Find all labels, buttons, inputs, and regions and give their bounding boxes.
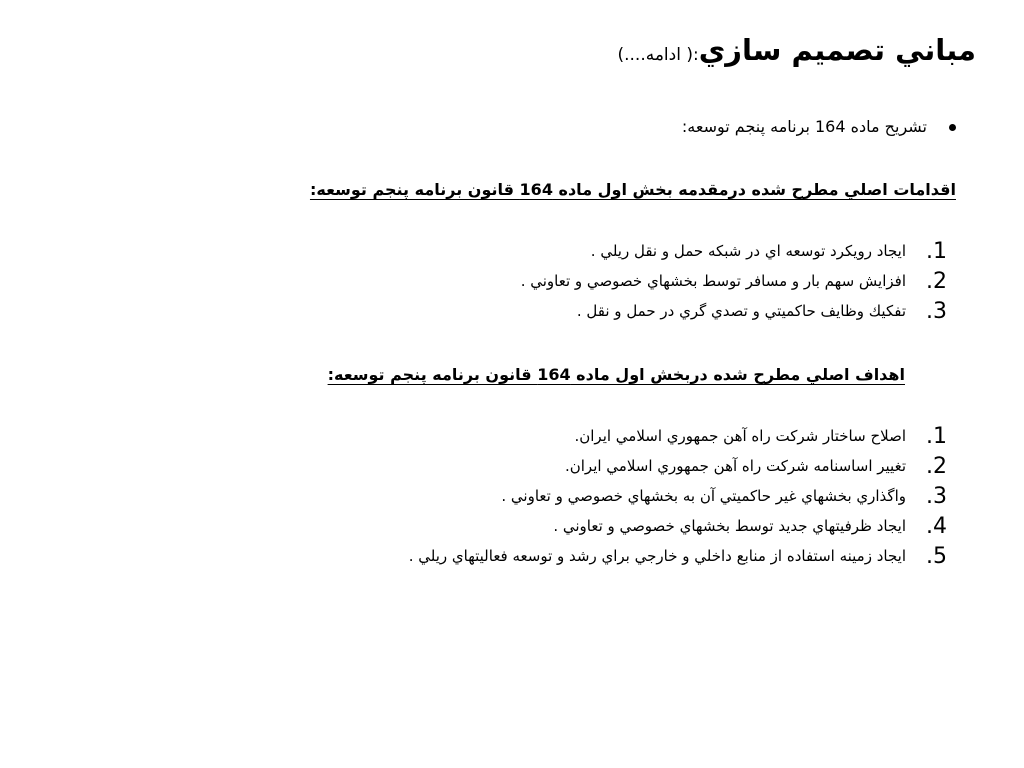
list-item xyxy=(520,266,947,296)
actions-list xyxy=(520,236,947,326)
list-item xyxy=(408,541,947,571)
list-item-text: واگذاري بخشهاي غير حاكميتي آن به بخشهاي خصوصي و تعاوني . xyxy=(501,487,906,505)
list-item-number: 2. xyxy=(926,268,947,294)
slide-title xyxy=(617,30,976,75)
bullet-item xyxy=(682,113,956,141)
list-item-text: ايجاد ظرفيتهاي جديد توسط بخشهاي خصوصي و تعاوني . xyxy=(553,517,906,535)
list-item-text: تغيير اساسنامه شركت راه آهن جمهوري اسلامي ايران. xyxy=(564,457,906,475)
list-item-text: افزايش سهم بار و مسافر توسط بخشهاي خصوصي و تعاوني . xyxy=(520,272,906,290)
list-item xyxy=(409,421,947,451)
list-item-text: تفكيك وظايف حاكميتي و تصدي گري در حمل و نقل . xyxy=(576,302,906,320)
list-item xyxy=(409,481,947,511)
goals-list xyxy=(408,421,947,571)
title-main: مباني تصميم سازي xyxy=(698,33,976,67)
list-item-text: ايجاد زمينه استفاده از منابع داخلي و خارجي براي رشد و توسعه فعاليتهاي ريلي . xyxy=(408,547,906,565)
list-item-number: 5. xyxy=(926,543,947,569)
list-item-text: اصلاح ساختار شركت راه آهن جمهوري اسلامي ايران. xyxy=(574,427,906,445)
list-item-number: 3. xyxy=(926,298,947,324)
list-item-number: 2. xyxy=(926,453,947,479)
title-suffix: :( ادامه....) xyxy=(617,45,699,65)
list-item-number: 1. xyxy=(926,238,947,264)
list-item-text: ايجاد رويكرد توسعه اي در شبكه حمل و نقل ريلي . xyxy=(590,242,906,260)
list-item xyxy=(409,451,947,481)
list-item xyxy=(521,296,947,326)
list-item-number: 4. xyxy=(926,513,947,539)
list-item-number: 3. xyxy=(926,483,947,509)
bullet-text: تشريح ماده 164 برنامه پنجم توسعه: xyxy=(681,117,927,136)
section-heading-goals: اهداف اصلي مطرح شده دربخش اول ماده 164 قانون برنامه پنجم توسعه: xyxy=(327,365,905,384)
bullet-icon xyxy=(949,124,956,131)
list-item-number: 1. xyxy=(926,423,947,449)
list-item xyxy=(409,511,947,541)
list-item xyxy=(521,236,947,266)
section-heading-actions: اقدامات اصلي مطرح شده درمقدمه بخش اول ماده 164 قانون برنامه پنجم توسعه: xyxy=(309,180,956,199)
